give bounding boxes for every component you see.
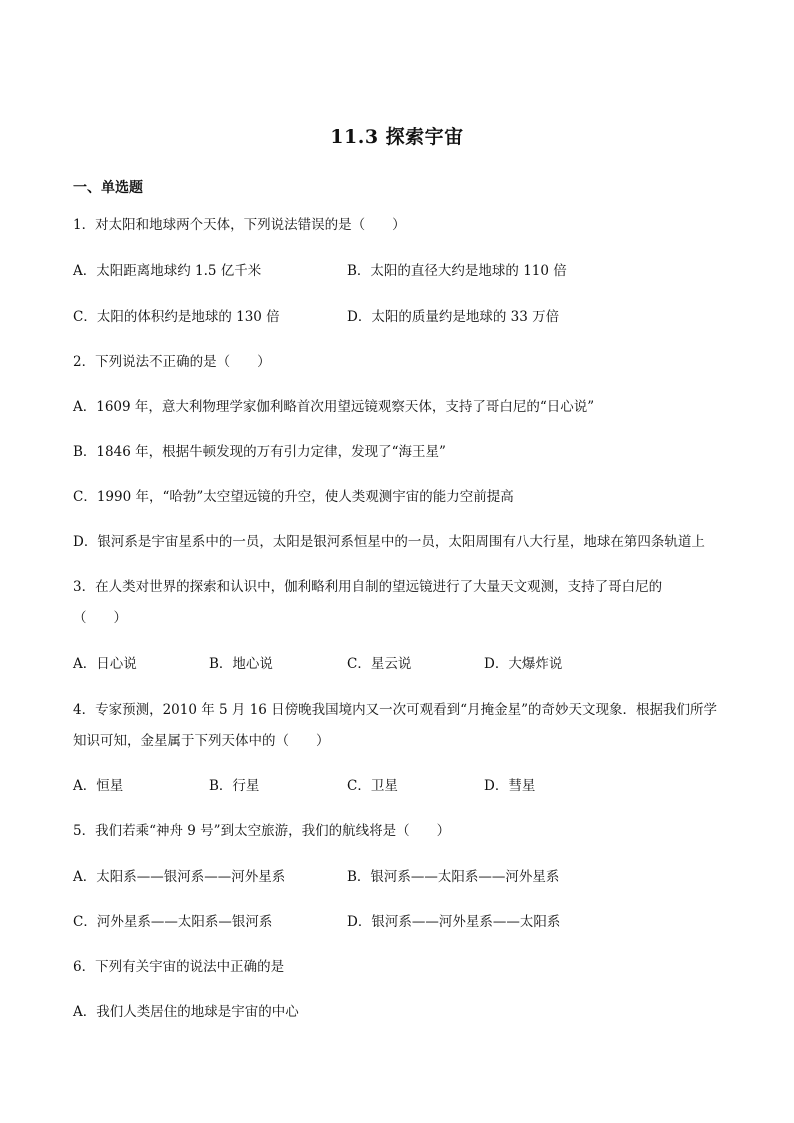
question-3-option-c: C．星云说 (347, 656, 412, 672)
question-1-stem: 1．对太阳和地球两个天体，下列说法错误的是（ ） (73, 217, 406, 233)
question-3-stem: 3．在人类对世界的探索和认识中，伽利略利用自制的望远镜进行了大量天文观测，支持了哥白尼的 (73, 579, 663, 595)
page-title: 11.3 探索宇宙 (330, 126, 464, 148)
question-5-option-d: D．银河系——河外星系——太阳系 (347, 914, 561, 930)
question-5-option-b: B．银河系——太阳系——河外星系 (347, 869, 560, 885)
question-1-option-a: A．太阳距离地球约 1.5 亿千米 (73, 263, 262, 279)
question-2-option-a: A．1609 年，意大利物理学家伽利略首次用望远镜观察天体，支持了哥白尼的“日心说” (73, 399, 595, 415)
question-1-option-c: C．太阳的体积约是地球的 130 倍 (73, 309, 280, 325)
question-5-stem: 5．我们若乘“神舟 9 号”到太空旅游，我们的航线将是（ ） (73, 823, 451, 839)
question-3-stem-continued: （ ） (73, 610, 127, 626)
question-4-option-a: A．恒星 (73, 778, 124, 794)
question-4-stem: 4．专家预测，2010 年 5 月 16 日傍晚我国境内又一次可观看到“月掩金星”的奇妙天文现象．根据我们所学 (73, 702, 717, 718)
question-5-option-c: C．河外星系——太阳系—银河系 (73, 914, 273, 930)
question-4-option-b: B．行星 (209, 778, 260, 794)
question-4-option-d: D．彗星 (484, 778, 536, 794)
section-heading: 一、单选题 (73, 180, 143, 196)
question-1-option-d: D．太阳的质量约是地球的 33 万倍 (347, 309, 560, 325)
question-3-option-a: A．日心说 (73, 656, 137, 672)
question-2-option-c: C．1990 年，“哈勃”太空望远镜的升空，使人类观测宇宙的能力空前提高 (73, 489, 514, 505)
question-3-option-b: B．地心说 (209, 656, 273, 672)
question-3-option-d: D．大爆炸说 (484, 656, 563, 672)
question-2-option-b: B．1846 年，根据牛顿发现的万有引力定律，发现了“海王星” (73, 444, 446, 460)
question-1-option-b: B．太阳的直径大约是地球的 110 倍 (347, 263, 567, 279)
question-2-option-d: D．银河系是宇宙星系中的一员，太阳是银河系恒星中的一员，太阳周围有八大行星，地球在第四条轨道上 (73, 534, 705, 550)
question-2-stem: 2．下列说法不正确的是（ ） (73, 354, 271, 370)
question-6-option-a: A．我们人类居住的地球是宇宙的中心 (73, 1004, 299, 1020)
question-4-option-c: C．卫星 (347, 778, 398, 794)
question-6-stem: 6．下列有关宇宙的说法中正确的是 (73, 959, 285, 975)
question-5-option-a: A．太阳系——银河系——河外星系 (73, 869, 286, 885)
question-4-stem-continued: 知识可知，金星属于下列天体中的（ ） (73, 733, 330, 749)
